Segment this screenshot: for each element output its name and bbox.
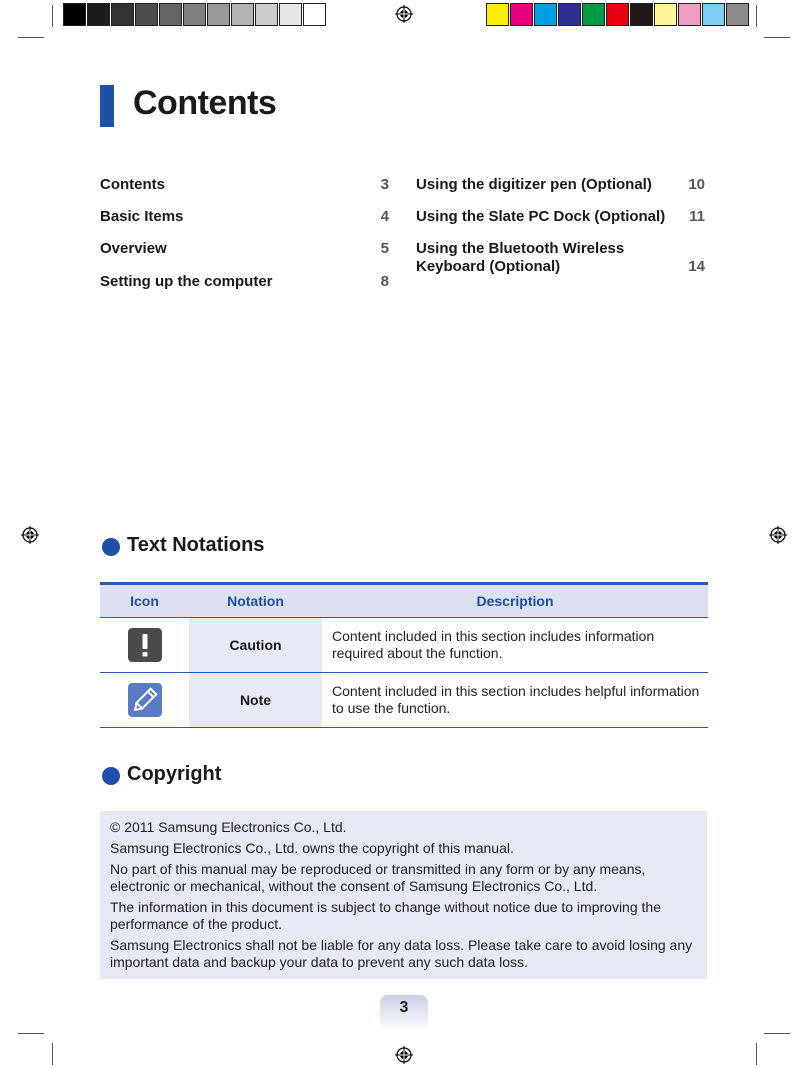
process-color-bar xyxy=(486,3,750,26)
color-swatch xyxy=(654,3,677,26)
notation-cell: Note xyxy=(189,673,322,728)
color-swatch xyxy=(486,3,509,26)
copyright-paragraph: Samsung Electronics Co., Ltd. owns the copyright of this manual. xyxy=(110,840,514,856)
note-pencil-icon xyxy=(128,683,162,717)
copyright-paragraph: © 2011 Samsung Electronics Co., Ltd. xyxy=(110,819,347,835)
toc-entry-page[interactable]: 10 xyxy=(688,176,705,193)
column-header-notation: Notation xyxy=(189,584,322,618)
icon-cell xyxy=(100,618,189,673)
color-swatch xyxy=(582,3,605,26)
color-swatch xyxy=(726,3,749,26)
toc-entry-label[interactable]: Contents xyxy=(100,176,165,193)
color-swatch xyxy=(87,3,110,26)
color-swatch xyxy=(510,3,533,26)
toc-entry-label[interactable]: Using the digitizer pen (Optional) xyxy=(416,176,652,193)
color-swatch xyxy=(231,3,254,26)
toc-entry-page[interactable]: 14 xyxy=(688,258,705,275)
crop-mark xyxy=(18,37,44,38)
color-swatch xyxy=(135,3,158,26)
page-number: 3 xyxy=(380,995,428,1031)
crop-mark xyxy=(764,1033,790,1034)
color-swatch xyxy=(207,3,230,26)
color-swatch xyxy=(159,3,182,26)
color-swatch xyxy=(702,3,725,26)
table-row xyxy=(100,618,708,673)
toc-entry-label[interactable]: Keyboard (Optional) xyxy=(416,258,561,275)
crop-mark xyxy=(756,1043,757,1065)
title-accent-bar xyxy=(100,85,114,127)
toc-entry-page[interactable]: 8 xyxy=(380,273,389,290)
toc-entry-label[interactable]: Using the Bluetooth Wireless xyxy=(416,240,625,257)
toc-entry-label[interactable]: Using the Slate PC Dock (Optional) xyxy=(416,208,666,225)
toc-entry-page[interactable]: 5 xyxy=(380,240,389,257)
color-swatch xyxy=(255,3,278,26)
registration-mark-icon xyxy=(21,526,39,544)
gray-color-bar xyxy=(63,3,327,26)
color-swatch xyxy=(303,3,326,26)
color-swatch xyxy=(183,3,206,26)
registration-mark-icon xyxy=(395,5,413,23)
crop-mark xyxy=(756,5,757,27)
toc-entry-page[interactable]: 11 xyxy=(689,208,705,225)
toc-entry-page[interactable]: 3 xyxy=(380,176,389,193)
column-header-icon: Icon xyxy=(100,584,189,618)
copyright-paragraph: Samsung Electronics shall not be liable for any data loss. Please take care to avoid losing any important data and backup your data to prevent any such data loss. xyxy=(110,937,693,970)
color-swatch xyxy=(63,3,86,26)
notation-cell: Caution xyxy=(189,618,322,673)
crop-mark xyxy=(52,5,53,27)
caution-icon xyxy=(128,628,162,662)
color-swatch xyxy=(558,3,581,26)
toc-entry-label[interactable]: Setting up the computer xyxy=(100,273,273,290)
toc-entry-label[interactable]: Overview xyxy=(100,240,167,257)
copyright-heading: Copyright xyxy=(127,763,222,785)
description-cell: Content included in this section includes information required about the function. xyxy=(322,618,708,673)
color-swatch xyxy=(111,3,134,26)
color-swatch xyxy=(678,3,701,26)
registration-mark-icon xyxy=(769,526,787,544)
description-cell: Content included in this section includes helpful information to use the function. xyxy=(322,673,708,728)
toc-entry-label[interactable]: Basic Items xyxy=(100,208,184,225)
text-notations-heading: Text Notations xyxy=(127,534,265,556)
crop-mark xyxy=(18,1033,44,1034)
notation-table xyxy=(100,582,708,728)
section-bullet-icon xyxy=(102,538,120,556)
table-row xyxy=(100,673,708,728)
color-swatch xyxy=(606,3,629,26)
crop-mark xyxy=(52,1043,53,1065)
color-swatch xyxy=(279,3,302,26)
color-swatch xyxy=(534,3,557,26)
crop-mark xyxy=(764,37,790,38)
copyright-box xyxy=(100,811,707,979)
color-swatch xyxy=(630,3,653,26)
section-bullet-icon xyxy=(102,767,120,785)
copyright-paragraph: The information in this document is subject to change without notice due to improving the performance of the product. xyxy=(110,899,661,932)
column-header-description: Description xyxy=(322,584,708,618)
copyright-paragraph: No part of this manual may be reproduced or transmitted in any form or by any means, electronic or mechanical, without the consent of Samsung Electronics Co., Ltd. xyxy=(110,861,646,894)
page-title: Contents xyxy=(133,84,277,122)
registration-mark-icon xyxy=(395,1046,413,1064)
table-header-row xyxy=(100,584,708,618)
icon-cell xyxy=(100,673,189,728)
toc-entry-page[interactable]: 4 xyxy=(380,208,389,225)
